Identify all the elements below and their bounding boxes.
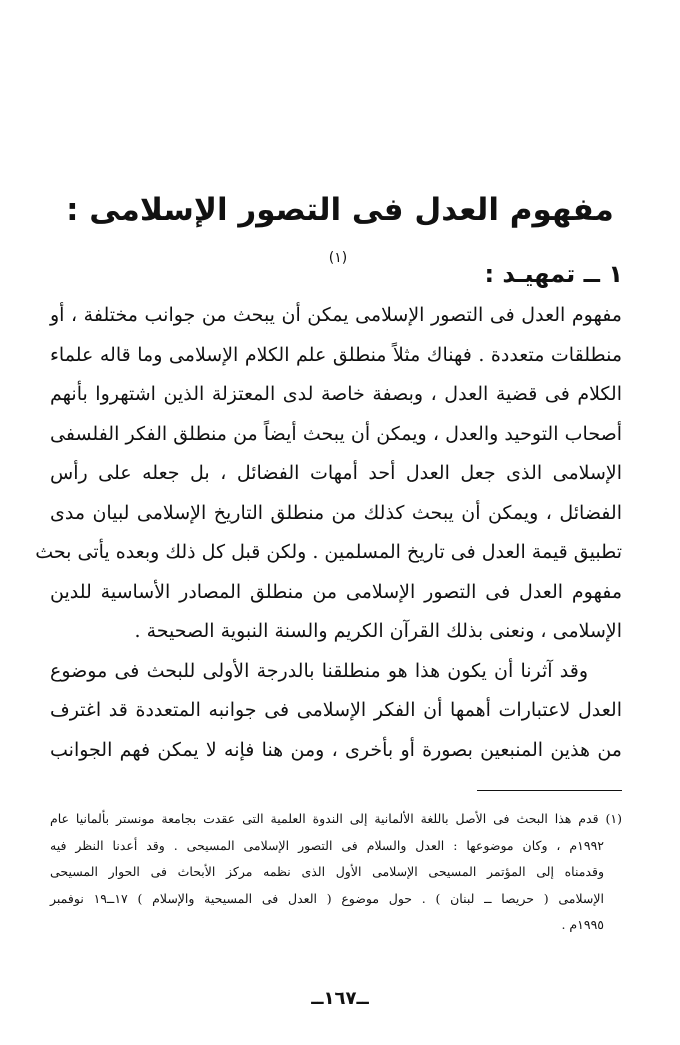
section-heading: ١ ــ تمهيـد : <box>484 260 623 288</box>
body-line: العدل لاعتبارات أهمها أن الفكر الإسلامى فى جوانبه المتعددة قد اغترف <box>50 699 622 721</box>
footnote-line: الإسلامى ( حريصا ــ لبنان ) . حول موضوع ( العدل فى المسيحية والإسلام ) ١٧ــ١٩ نوفمبر <box>50 890 605 906</box>
body-line: مفهوم العدل فى التصور الإسلامى من منطلق المصادر الأساسية للدين <box>50 580 622 603</box>
body-line: أصحاب التوحيد والعدل ، ويمكن أن يبحث أيضاً من منطلق الفكر الفلسفى <box>50 422 622 445</box>
body-line: الإسلامى ، ونعنى بذلك القرآن الكريم والسنة النبوية الصحيحة . <box>134 620 622 642</box>
footnote-line: ١٩٩٥م . <box>561 917 604 932</box>
footnote-line: (١) قدم هذا البحث فى الأصل باللغة الألمانية إلى الندوة العلمية التى عقدت بجامعة مونستر بألمانيا عام <box>50 811 622 826</box>
page-number: ــ١٦٧ــ <box>311 988 369 1009</box>
body-line: تطبيق قيمة العدل فى تاريخ المسلمين . ولكن قبل كل ذلك وبعده يأتى بحث <box>35 541 622 563</box>
body-line: وقد آثرنا أن يكون هذا هو منطلقنا بالدرجة الأولى للبحث فى موضوع <box>50 659 588 682</box>
body-line: مفهوم العدل فى التصور الإسلامى يمكن أن يبحث من جوانب مختلفة ، أو <box>50 304 622 326</box>
footnote-divider <box>477 790 622 791</box>
footnote-line: ١٩٩٢م ، وكان موضوعها : العدل والسلام فى التصور الإسلامى المسيحى . وقد أعدنا النظر فيه <box>50 837 604 853</box>
chapter-title-text: مفهوم العدل فى التصور الإسلامى : <box>66 191 614 228</box>
body-line: منطلقات متعددة . فهناك مثلاً منطلق علم الكلام الإسلامى وما قاله علماء <box>50 343 622 366</box>
footnote-line: وقدمناه إلى المؤتمر المسيحى الإسلامى الأول الذى نظمه مركز الأبحاث فى الحوار المسيحى <box>50 864 604 879</box>
body-line: من هذين المنبعين بصورة أو بأخرى ، ومن هنا فإنه لا يمكن فهم الجوانب <box>50 738 622 761</box>
body-text <box>35 296 622 770</box>
body-line: الفضائل ، ويمكن أن يبحث كذلك من منطلق التاريخ الإسلامى لبيان مدى <box>50 501 622 524</box>
body-line: الكلام فى قضية العدل ، وبصفة خاصة لدى المعتزلة الذين اشتهروا بأنهم <box>50 383 622 405</box>
footnote <box>50 806 622 939</box>
footnote-reference: (١) <box>328 249 348 266</box>
body-line: الإسلامى الذى جعل العدل أحد أمهات الفضائل ، بل جعله على رأس <box>50 462 622 484</box>
